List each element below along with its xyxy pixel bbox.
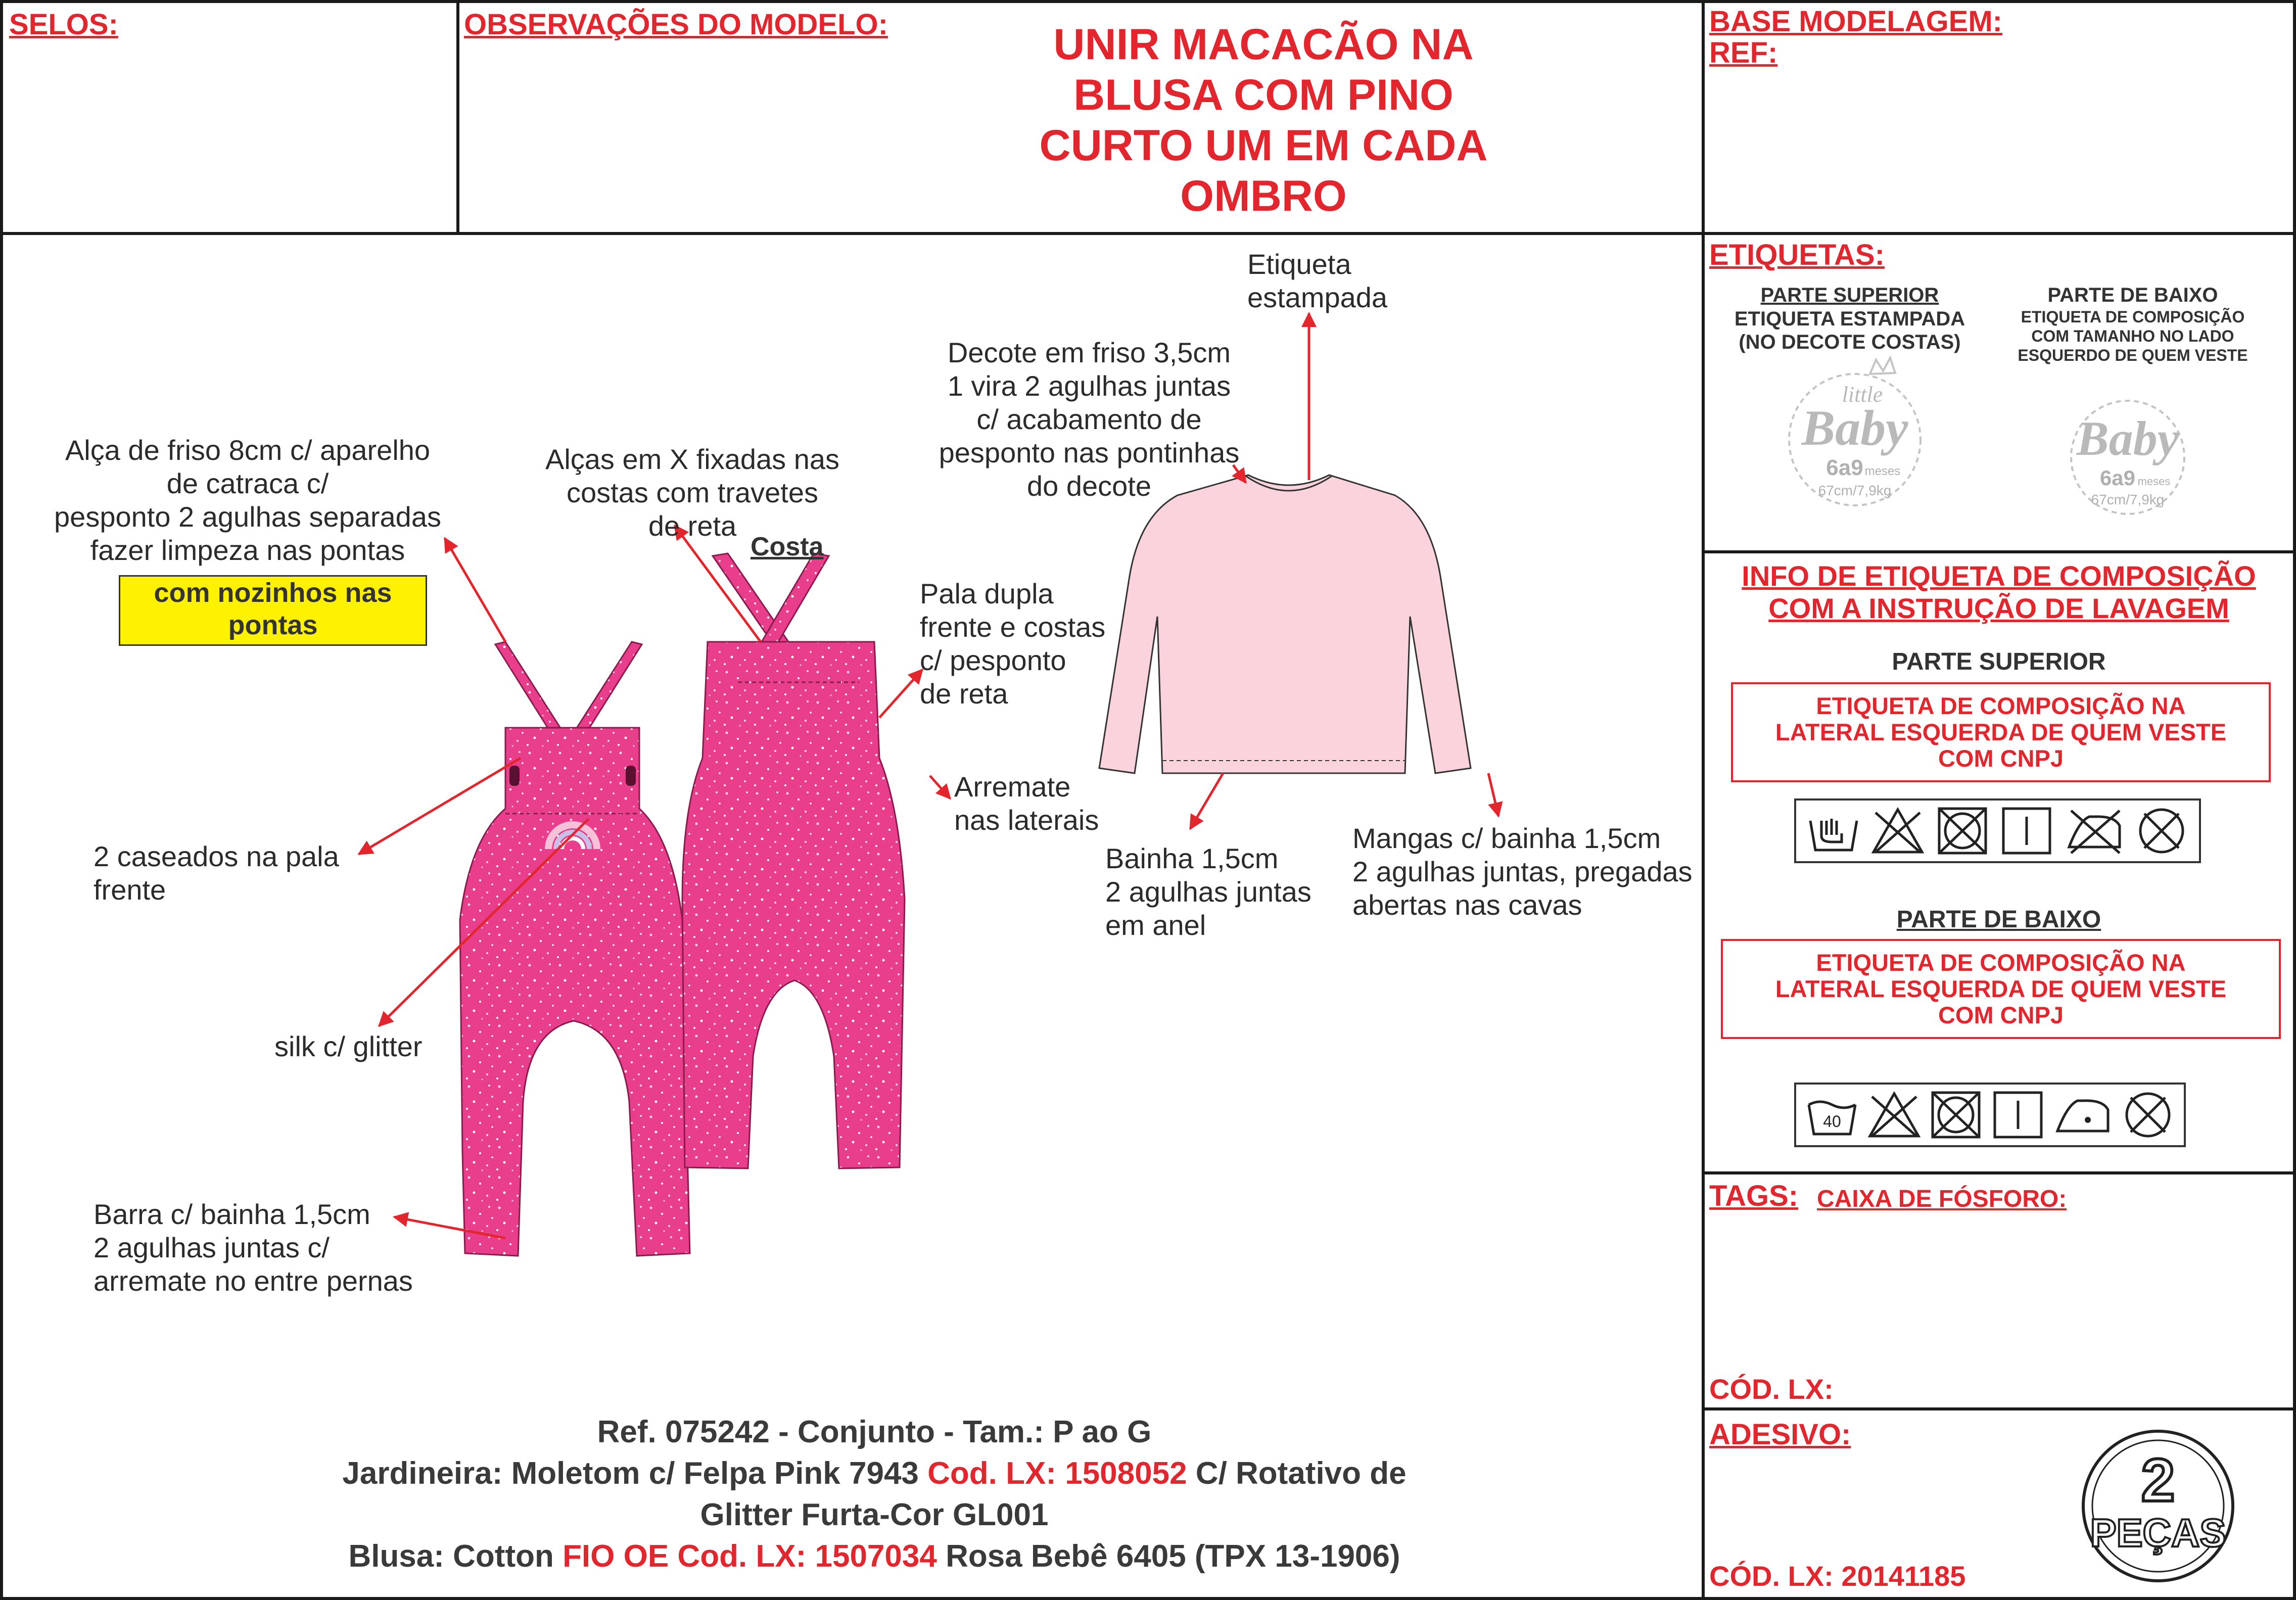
- composicao-title: [1708, 560, 2289, 625]
- little-baby-logo: [1769, 354, 1941, 515]
- hand-wash-icon: [1806, 806, 1861, 856]
- decote-line: Decote em friso 3,5cm: [947, 337, 1231, 368]
- wash-temp-text: 40: [1823, 1112, 1842, 1131]
- product-cod-jardineira: Cod. LX: 1508052: [927, 1456, 1187, 1491]
- bainha-line: em anel: [1105, 909, 1206, 941]
- tags-label: TAGS:: [1709, 1180, 1799, 1212]
- etiqueta-baixo-line: COM TAMANHO NO LADO: [2031, 327, 2234, 345]
- bainha-line: Bainha 1,5cm: [1105, 842, 1279, 874]
- bainha-line: 2 agulhas juntas: [1105, 876, 1311, 908]
- etiqueta-superior: [1728, 283, 1971, 354]
- composicao-title-line: INFO DE ETIQUETA DE COMPOSIÇÃO: [1742, 560, 2256, 592]
- pala-line: de reta: [920, 678, 1008, 710]
- composicao-baixo-box-line: COM CNPJ: [1938, 1002, 2064, 1028]
- product-cod-blusa: FIO OE Cod. LX: 1507034: [563, 1539, 937, 1574]
- composicao-superior-title: PARTE SUPERIOR: [1892, 648, 2106, 675]
- composicao-title-line: COM A INSTRUÇÃO DE LAVAGEM: [1768, 592, 2229, 624]
- decote-note: [925, 336, 1253, 503]
- product-line-4: [167, 1536, 1582, 1577]
- composicao-baixo-box-line: ETIQUETA DE COMPOSIÇÃO NA: [1816, 949, 2186, 976]
- barra-note: [93, 1198, 413, 1298]
- etiqueta-baixo: [2001, 283, 2264, 365]
- alcas-x-line: de reta: [648, 510, 737, 542]
- ref-label: REF:: [1709, 36, 1778, 69]
- barra-line: arremate no entre pernas: [93, 1265, 413, 1297]
- logo-baixo-measure-text: 67cm/7,9kg: [2091, 492, 2165, 507]
- logo-baixo-unit-text: meses: [2137, 475, 2171, 488]
- observacoes-title-line: OMBRO: [1180, 172, 1347, 220]
- mangas-line: Mangas c/ bainha 1,5cm: [1352, 822, 1661, 854]
- composicao-divider: [1702, 1171, 2296, 1174]
- alcas-x-line: Alças em X fixadas nas: [545, 443, 840, 475]
- logo-brand-text: Baby: [1801, 400, 1908, 456]
- logo-unit-text: meses: [1864, 464, 1901, 478]
- decote-line: c/ acabamento de: [976, 403, 1202, 435]
- nozinhos-line: com nozinhos nas: [154, 578, 392, 608]
- alca-note-line: pesponto 2 agulhas separadas: [54, 501, 441, 533]
- caseados-line: 2 caseados na pala: [93, 840, 339, 872]
- wash-40-icon: [1805, 1090, 1859, 1140]
- logo-baixo-brand-text: Baby: [2076, 411, 2179, 465]
- alca-note-line: fazer limpeza nas pontas: [90, 534, 405, 566]
- decote-line: do decote: [1027, 470, 1151, 502]
- product-description: [167, 1411, 1582, 1577]
- etiquetas-divider: [1702, 550, 2296, 553]
- product-line-2-a: Jardineira: Moletom c/ Felpa Pink 7943: [342, 1456, 928, 1491]
- observacoes-title-line: UNIR MACACÃO NA: [1053, 20, 1474, 69]
- product-line-4-c: Rosa Bebê 6405 (TPX 13-1906): [936, 1539, 1400, 1574]
- logo-size-text: 6a9: [1826, 455, 1863, 480]
- care-symbols-baixo: [1794, 1083, 2186, 1147]
- costa-label: Costa: [751, 532, 824, 561]
- composicao-superior-box-line: LATERAL ESQUERDA DE QUEM VESTE: [1775, 719, 2227, 745]
- observacoes-title-line: BLUSA COM PINO: [1073, 71, 1454, 119]
- alcas-x-line: costas com travetes: [567, 477, 818, 508]
- caseados-line: frente: [93, 874, 166, 906]
- no-iron-icon: [2064, 806, 2125, 856]
- iron-low-icon: [2052, 1090, 2113, 1140]
- caseados-note: [93, 840, 339, 907]
- pala-line: Pala dupla: [920, 578, 1054, 609]
- tags-divider: [1702, 1407, 2296, 1410]
- observacoes-label: OBSERVAÇÕES DO MODELO:: [464, 8, 888, 41]
- etiqueta-estampada-note: [1247, 248, 1387, 314]
- pala-note: [920, 577, 1105, 711]
- etiqueta-superior-line: ETIQUETA ESTAMPADA: [1734, 308, 1965, 330]
- composicao-baixo-box: [1721, 939, 2281, 1039]
- bainha-note: [1105, 842, 1311, 942]
- composicao-superior-box-line: COM CNPJ: [1938, 745, 2064, 772]
- right-column-divider: [1702, 0, 1705, 1600]
- no-dry-clean-icon: [2121, 1090, 2175, 1140]
- mangas-line: 2 agulhas juntas, pregadas: [1352, 856, 1693, 887]
- line-dry-icon: [1999, 806, 2054, 856]
- nozinhos-highlight: [119, 575, 427, 646]
- alcas-x-note: [521, 443, 864, 543]
- product-line-2: [167, 1453, 1582, 1494]
- decote-line: pesponto nas pontinhas: [939, 437, 1240, 468]
- caixa-fosforo-label: CAIXA DE FÓSFORO:: [1817, 1186, 2067, 1212]
- adesivo-cod: CÓD. LX: 20141185: [1709, 1560, 1966, 1592]
- nozinhos-line: pontas: [228, 610, 318, 640]
- no-dry-clean-icon: [2134, 806, 2189, 856]
- arremate-line: nas laterais: [954, 804, 1099, 836]
- border-bottom: [0, 1597, 2296, 1600]
- product-line-3: Glitter Furta-Cor GL001: [700, 1497, 1049, 1532]
- product-line-4-a: Blusa: Cotton: [348, 1539, 563, 1574]
- silk-note: silk c/ glitter: [274, 1030, 423, 1062]
- duas-pecas-badge: [2077, 1425, 2239, 1587]
- tags-cod-lx: CÓD. LX:: [1709, 1373, 1834, 1405]
- logo-measure-text: 67cm/7,9kg: [1818, 483, 1892, 498]
- etiqueta-superior-line: (NO DECOTE COSTAS): [1739, 331, 1961, 353]
- composicao-baixo-title: PARTE DE BAIXO: [1896, 906, 2101, 933]
- badge-text: PEÇAS: [2090, 1511, 2226, 1555]
- no-tumble-dry-icon: [1935, 806, 1990, 856]
- care-symbols-superior: [1794, 798, 2201, 863]
- arremate-note: [954, 770, 1099, 837]
- etiqueta-estampada-line: estampada: [1247, 281, 1388, 313]
- line-dry-icon: [1991, 1090, 2045, 1140]
- no-tumble-dry-icon: [1929, 1090, 1983, 1140]
- baby-logo: [2052, 394, 2204, 521]
- etiqueta-baixo-line: ETIQUETA DE COMPOSIÇÃO: [2021, 308, 2245, 326]
- alca-note: [51, 434, 445, 567]
- pala-line: frente e costas: [920, 611, 1106, 643]
- alca-note-line: Alça de friso 8cm c/ aparelho: [65, 434, 431, 466]
- etiqueta-baixo-line: ESQUERDO DE QUEM VESTE: [2018, 346, 2248, 364]
- etiquetas-label: ETIQUETAS:: [1709, 239, 1885, 271]
- barra-line: 2 agulhas juntas c/: [93, 1232, 330, 1263]
- product-line-2-c: C/ Rotativo de: [1187, 1456, 1407, 1491]
- alca-note-line: de catraca c/: [166, 467, 329, 499]
- badge-number: 2: [2141, 1446, 2175, 1514]
- selos-label: SELOS:: [9, 8, 118, 41]
- logo-baixo-size-text: 6a9: [2099, 466, 2136, 490]
- arremate-line: Arremate: [954, 771, 1071, 803]
- composicao-superior-box-line: ETIQUETA DE COMPOSIÇÃO NA: [1816, 692, 2186, 719]
- no-bleach-icon: [1870, 806, 1925, 856]
- barra-line: Barra c/ bainha 1,5cm: [93, 1198, 370, 1230]
- composicao-baixo-box-line: LATERAL ESQUERDA DE QUEM VESTE: [1775, 975, 2227, 1002]
- etiqueta-superior-title: PARTE SUPERIOR: [1760, 284, 1939, 306]
- logo-little-text: little: [1842, 382, 1883, 407]
- adesivo-label: ADESIVO:: [1709, 1418, 1851, 1451]
- mangas-note: [1352, 822, 1693, 922]
- no-bleach-icon: [1867, 1090, 1922, 1140]
- border-right: [2293, 0, 2296, 1600]
- etiqueta-baixo-title: PARTE DE BAIXO: [2047, 284, 2218, 306]
- observacoes-title-line: CURTO UM EM CADA: [1039, 121, 1488, 170]
- composicao-superior-box: [1731, 682, 2271, 782]
- base-modelagem-label: BASE MODELAGEM:: [1709, 5, 2002, 38]
- decote-line: 1 vira 2 agulhas juntas: [947, 370, 1231, 402]
- etiqueta-estampada-line: Etiqueta: [1247, 248, 1351, 280]
- pala-line: c/ pesponto: [920, 644, 1066, 676]
- product-line-1: Ref. 075242 - Conjunto - Tam.: P ao G: [597, 1415, 1152, 1449]
- mangas-line: abertas nas cavas: [1352, 889, 1582, 921]
